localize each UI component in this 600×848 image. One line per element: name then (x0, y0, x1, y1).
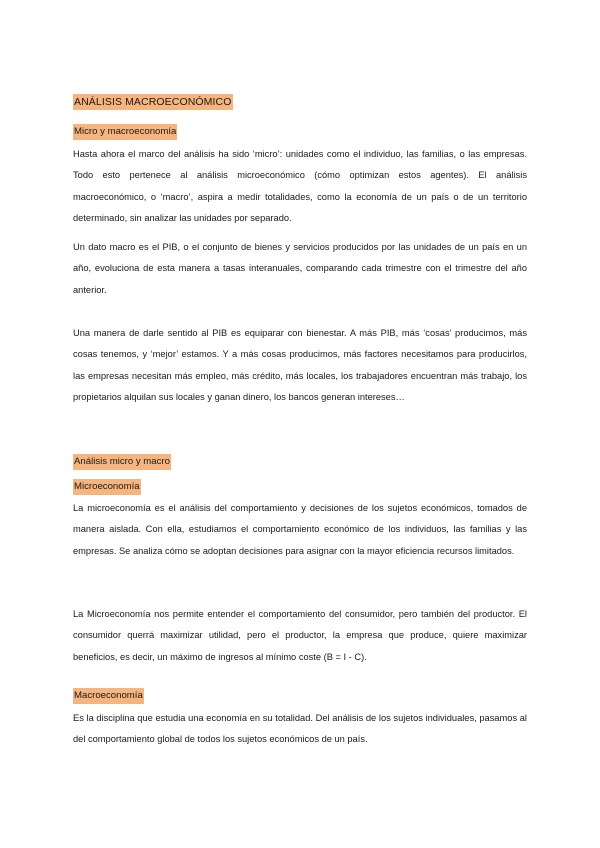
paragraph: La Microeconomía nos permite entender el comportamiento del consumidor, pero también del productor. El consumidor querrá maximizar utilidad, pero el productor, la empresa que produce, quiere maximizar beneficios, es decir, un máximo de ingresos al mínimo coste (B = I - C). (73, 609, 527, 662)
document-title: ANÁLISIS MACROECONÓMICO (74, 96, 232, 108)
micro-paragraph-1 (73, 498, 527, 562)
paragraph: La microeconomía es el análisis del comportamiento y decisiones de los sujetos económicos, tomados de manera aislada. Con ella, estudiamos el comportamiento económico de los individuos, las familias y las empresas. Se analiza cómo se adoptan decisiones para asignar con la mayor eficiencia recursos limitados. (73, 503, 527, 556)
paragraph: Una manera de darle sentido al PIB es equiparar con bienestar. A más PIB, más ‘cosas’ producimos, más cosas tenemos, y ‘mejor’ estamos. Y a más cosas producimos, más factores necesitamos para producirlos, las empresas necesitan más empleo, más crédito, más locales, los trabajadores encuentran más trabajo, los propietarios alquilan sus locales y ganan dinero, los bancos generan intereses… (73, 328, 527, 403)
paragraph: Hasta ahora el marco del análisis ha sido ‘micro’: unidades como el individuo, las familias, o las empresas. Todo esto pertenece al análisis microeconómico (cómo optimizan estos agentes). El análisis macroeconómico, o ‘macro’, aspira a medir totalidades, como la economía de un país o de un territorio determinado, sin analizar las unidades por separado. (73, 149, 527, 224)
section1-heading-block (73, 121, 527, 140)
subsection-heading-macroeconomia: Macroeconomía (73, 688, 144, 704)
section1-paragraph-3 (73, 323, 527, 409)
paragraph: Un dato macro es el PIB, o el conjunto de bienes y servicios producidos por las unidades de un país en un año, evoluciona de esta manera a tasas interanuales, comparando cada trimestre con el trimestre del año anterior. (73, 242, 527, 295)
paragraph: Es la disciplina que estudia una economía en su totalidad. Del análisis de los sujetos individuales, pasamos al del comportamiento global de todos los sujetos económicos de un país. (73, 713, 527, 745)
subsection-heading-microeconomia: Microeconomía (73, 479, 141, 495)
section2-heading-block (73, 451, 527, 470)
section-heading-analisis: Análisis micro y macro (73, 454, 171, 470)
macro-paragraph-1 (73, 708, 527, 751)
section1-paragraph-2 (73, 237, 527, 301)
macro-heading-block (73, 685, 527, 704)
section1-paragraph-1 (73, 144, 527, 230)
section-heading-micro-macro: Micro y macroeconomía (73, 124, 177, 140)
micro-paragraph-2 (73, 604, 527, 668)
title-block (73, 92, 527, 110)
micro-heading-block (73, 476, 527, 495)
